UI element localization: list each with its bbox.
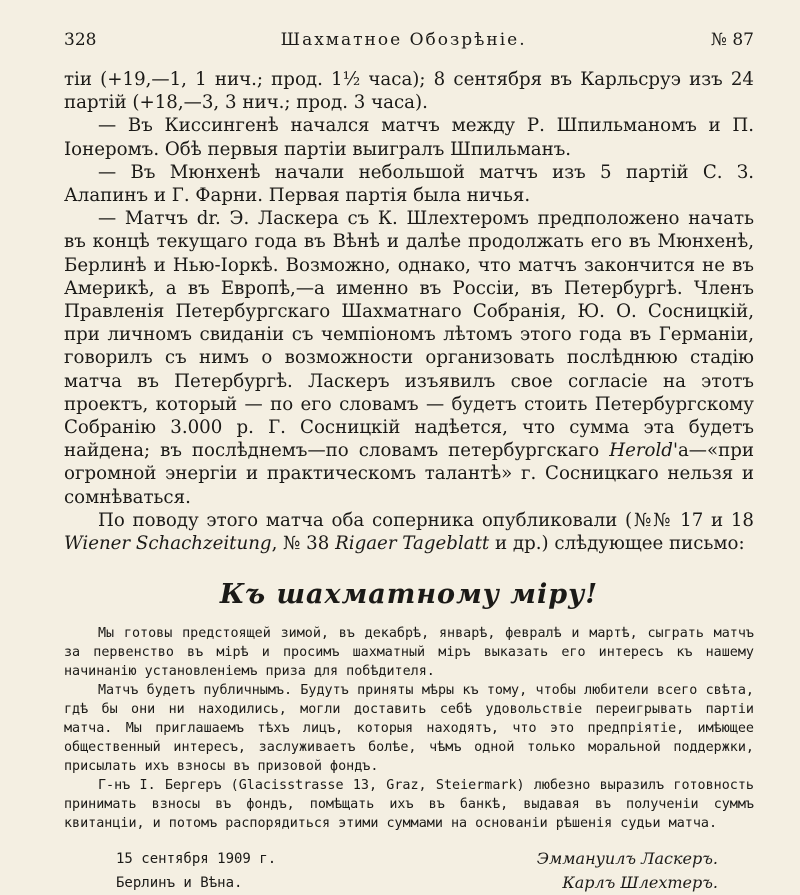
paragraph	[64, 207, 754, 509]
signer-lasker: Эммануилъ Ласкеръ.	[536, 849, 718, 869]
letter-place: Берлинъ и Вѣна.	[116, 875, 243, 892]
letter-date: 15 сентября 1909 г.	[116, 851, 277, 868]
paragraph-text: а—«при огромной энергіи и практическомъ талантѣ» г. Сосницкаго нельзя и сомнѣваться.	[64, 440, 754, 508]
appeal-letter	[64, 624, 754, 833]
paragraph-text: — Матчъ dr. Э. Ласкера съ К. Шлехтеромъ предположено начать въ концѣ текущаго года въ Вѣнѣ и далѣе продолжать его въ Мюнхенѣ, Берлинѣ и Нью-Іоркѣ. Возможно, однако, что матчъ закончится не въ Америкѣ, а въ Европѣ,—а именно въ Россіи, въ Петербургѣ. Членъ Правленія Петербургскаго Шахматнаго Собранія, Ю. О. Сосницкій, при личномъ свиданіи съ чемпіономъ лѣтомъ этого года въ Германіи, говорилъ съ нимъ о возможности организовать послѣднюю стадію матча въ Петербургѣ. Ласкеръ изъявилъ свое согласіе на этотъ проектъ, который — по его словамъ — будетъ стоить Петербургскому Собранію 3.000 р. Г. Сосницкій надѣется, что сумма эта будетъ найдена; въ послѣднемъ—по словамъ петербургскаго	[64, 208, 754, 462]
paragraph-text: и др.) слѣдующее письмо:	[494, 533, 745, 555]
paragraph-text: По поводу этого матча оба соперника опубликовали (№№ 17 и 18	[98, 509, 754, 531]
newspaper-name: Wiener Schachzeitung	[64, 533, 272, 555]
appeal-title: Къ шахматному міру!	[219, 579, 599, 611]
paragraph: — Въ Киссингенѣ начался матчъ между Р. Шпильманомъ и П. Іонеромъ. Обѣ первыя партіи выигралъ Шпильманъ.	[64, 115, 754, 160]
article-body	[64, 68, 754, 555]
signer-schlechter: Карлъ Шлехтеръ.	[562, 873, 718, 893]
paragraph: — Въ Мюнхенѣ начали небольшой матчъ изъ 5 партій С. З. Алапинъ и Г. Фарни. Первая партія была ничья.	[64, 161, 754, 207]
paragraph-text: , № 38	[271, 533, 330, 555]
signature-block	[64, 847, 754, 895]
journal-title: Шахматное Обозрѣніе.	[280, 30, 527, 50]
paragraph	[64, 509, 754, 555]
signers	[537, 847, 718, 895]
newspaper-name: Herold'	[609, 440, 678, 462]
issue-number: № 87	[710, 30, 754, 50]
paragraph: тіи (+19,—1, 1 нич.; прод. 1½ часа); 8 сентября въ Карльсруэ изъ 24 партій (+18,—3, 3 нич.; прод. 3 часа).	[64, 69, 754, 114]
date-place	[116, 847, 276, 895]
newspaper-name: Rigaer Tageblatt	[335, 533, 490, 555]
page-number: 328	[64, 30, 97, 50]
page-header	[64, 0, 754, 54]
appeal-paragraph: Мы готовы предстоящей зимой, въ декабрѣ, январѣ, февралѣ и мартѣ, сыграть матчъ за первенство въ мірѣ и просимъ шахматный міръ выказать его интересъ къ нашему начинанію установленіемъ приза для побѣдителя.	[64, 626, 754, 680]
appeal-paragraph: Г-нъ I. Бергеръ (Glacisstrasse 13, Graz, Steiermark) любезно выразилъ готовность принимать взносы въ фондъ, помѣщать ихъ въ банкѣ, выдавая въ полученіи суммъ квитанціи, и потомъ распорядиться этими суммами на основаніи рѣшенія судьи матча.	[64, 778, 754, 832]
appeal-paragraph: Матчъ будетъ публичнымъ. Будутъ приняты мѣры къ тому, чтобы любители всего свѣта, гдѣ бы они ни находились, могли доставить себѣ удовольствіе переигрывать партіи матча. Мы приглашаемъ тѣхъ лицъ, которыя находятъ, что это предпріятіе, имѣющее общественный интересъ, заслуживаетъ болѣе, чѣмъ одной только моральной поддержки, присылать ихъ взносы въ призовой фондъ.	[64, 683, 754, 775]
